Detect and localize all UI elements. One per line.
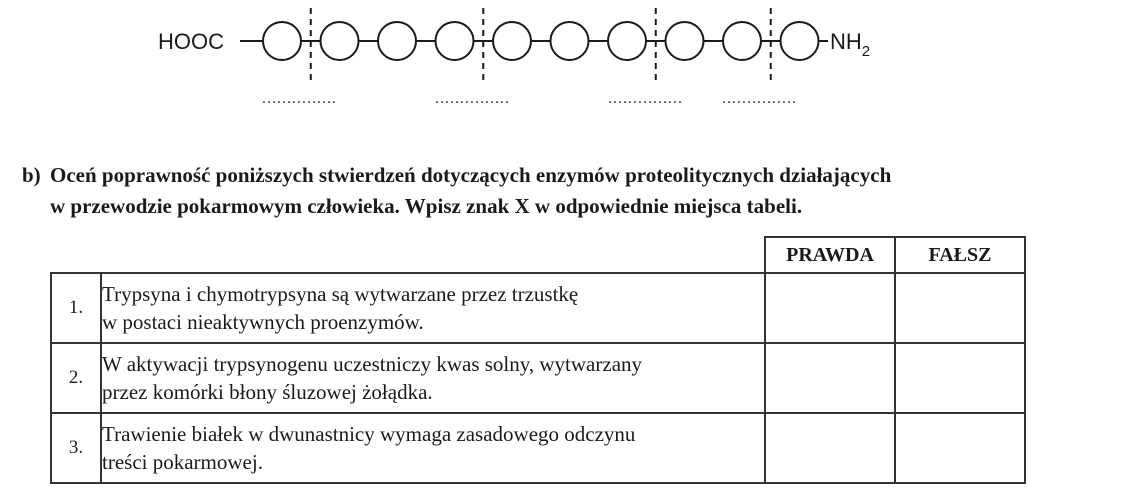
statement-text bbox=[101, 343, 765, 413]
statement-line-2: treści pokarmowej. bbox=[102, 450, 263, 474]
statement-text bbox=[101, 273, 765, 343]
residue-circle bbox=[436, 22, 474, 60]
answer-cell-falsz[interactable] bbox=[895, 413, 1025, 483]
answer-cell-falsz[interactable] bbox=[895, 343, 1025, 413]
statement-line-2: w postaci nieaktywnych proenzymów. bbox=[102, 310, 424, 334]
residue-circle bbox=[551, 22, 589, 60]
statement-text bbox=[101, 413, 765, 483]
table-row bbox=[51, 343, 1025, 413]
residue-circle bbox=[723, 22, 761, 60]
row-number: 1. bbox=[51, 273, 101, 343]
table-header-row bbox=[51, 237, 1025, 273]
header-prawda: PRAWDA bbox=[765, 237, 895, 273]
statement-line-1: Trypsyna i chymotrypsyna są wytwarzane przez trzustkę bbox=[102, 282, 579, 306]
answer-blank-3[interactable]: ............... bbox=[608, 90, 683, 107]
question-line-1-text: Oceń poprawność poniższych stwierdzeń dotyczących enzymów proteolitycznych działających bbox=[50, 163, 892, 187]
table-row bbox=[51, 273, 1025, 343]
statement-line-2: przez komórki błony śluzowej żołądka. bbox=[102, 380, 433, 404]
answer-cell-prawda[interactable] bbox=[765, 273, 895, 343]
nh2-label bbox=[830, 29, 870, 60]
table-row bbox=[51, 413, 1025, 483]
question-text bbox=[22, 160, 1132, 222]
residue-circle bbox=[608, 22, 646, 60]
answer-cell-falsz[interactable] bbox=[895, 273, 1025, 343]
true-false-table bbox=[50, 236, 1026, 484]
residue-circle bbox=[666, 22, 704, 60]
question-label: b) bbox=[22, 163, 41, 187]
statement-line-1: Trawienie białek w dwunastnicy wymaga zasadowego odczynu bbox=[102, 422, 636, 446]
answer-cell-prawda[interactable] bbox=[765, 343, 895, 413]
header-falsz: FAŁSZ bbox=[895, 237, 1025, 273]
statement-line-1: W aktywacji trypsynogenu uczestniczy kwas solny, wytwarzany bbox=[102, 352, 643, 376]
question-line-1 bbox=[22, 160, 1132, 191]
row-number: 2. bbox=[51, 343, 101, 413]
hooc-label: HOOC bbox=[158, 29, 224, 54]
residue-circle bbox=[493, 22, 531, 60]
residue-circle bbox=[378, 22, 416, 60]
peptide-chain-diagram bbox=[0, 0, 1146, 120]
residue-circle bbox=[321, 22, 359, 60]
answer-blank-2[interactable]: ............... bbox=[435, 90, 510, 107]
nh2-subscript: 2 bbox=[861, 43, 871, 60]
residue-circle bbox=[781, 22, 819, 60]
answer-blank-1[interactable]: ............... bbox=[262, 90, 337, 107]
nh2-main: NH bbox=[830, 29, 862, 54]
answer-cell-prawda[interactable] bbox=[765, 413, 895, 483]
header-blank bbox=[51, 237, 765, 273]
residue-circle bbox=[263, 22, 301, 60]
question-line-2: w przewodzie pokarmowym człowieka. Wpisz znak X w odpowiednie miejsca tabeli. bbox=[50, 194, 803, 218]
row-number: 3. bbox=[51, 413, 101, 483]
answer-blank-4[interactable]: ............... bbox=[722, 90, 797, 107]
residue-chain bbox=[240, 8, 828, 80]
